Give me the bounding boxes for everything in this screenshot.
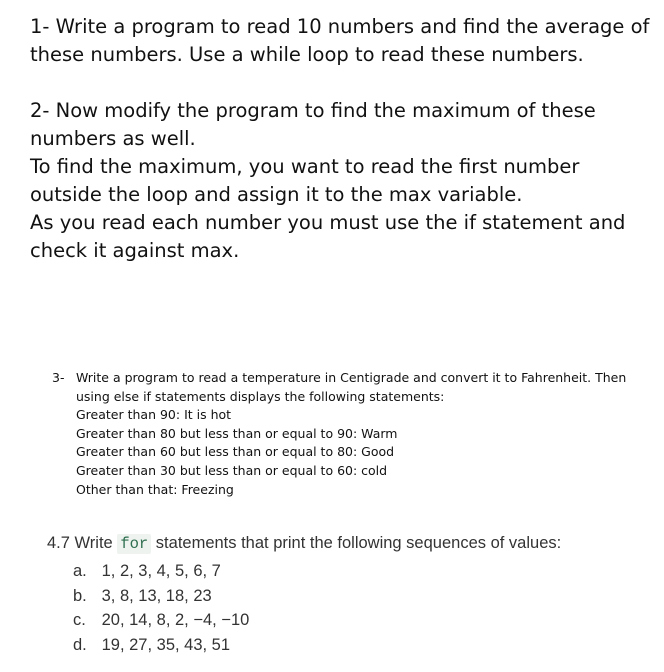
question-3-line: using else if statements displays the following statements:: [76, 388, 445, 404]
sequence-list: [73, 559, 249, 657]
item-label: d.: [73, 635, 87, 654]
question-1: [30, 13, 650, 69]
list-item: [73, 633, 249, 658]
question-1-line: 1- Write a program to read 10 numbers and find the average of: [30, 15, 650, 38]
item-text: 19, 27, 35, 43, 51: [101, 635, 231, 654]
question-2-line: As you read each number you must use the if statement and: [30, 211, 626, 234]
item-label: b.: [73, 586, 87, 605]
question-3-line: Other than that: Freezing: [76, 481, 234, 497]
question-3-line: Write a program to read a temperature in Centigrade and convert it to Fahrenheit. Then: [76, 370, 627, 385]
for-code-keyword: for: [117, 534, 151, 554]
heading-prefix: 4.7 Write: [47, 534, 118, 552]
list-item: [73, 559, 249, 584]
question-4-7: [47, 531, 647, 654]
question-3-line: Greater than 60 but less than or equal to 80: Good: [76, 444, 395, 460]
item-label: c.: [73, 611, 86, 629]
question-2-line: check it against max.: [30, 239, 240, 262]
item-text: 3, 8, 13, 18, 23: [101, 586, 212, 605]
question-2: [30, 97, 650, 265]
question-4-7-heading: [47, 531, 647, 556]
question-3-line: Greater than 30 but less than or equal to 60: cold: [76, 462, 388, 478]
item-text: 1, 2, 3, 4, 5, 6, 7: [101, 562, 221, 580]
question-3-line: Greater than 80 but less than or equal to 90: Warm: [76, 425, 398, 441]
item-text: 20, 14, 8, 2, −4, −10: [101, 611, 250, 629]
question-3-number: 3-: [52, 370, 65, 385]
item-label: a.: [73, 562, 87, 580]
question-2-line: To find the maximum, you want to read the first number: [30, 155, 580, 178]
list-item: [73, 584, 249, 609]
question-2-line: numbers as well.: [30, 127, 196, 150]
list-item: [73, 608, 249, 633]
question-3-line: Greater than 90: It is hot: [76, 407, 232, 423]
question-2-line: 2- Now modify the program to find the maximum of these: [30, 99, 596, 122]
question-2-line: outside the loop and assign it to the max variable.: [30, 183, 523, 206]
question-1-line: these numbers. Use a while loop to read these numbers.: [30, 43, 584, 66]
heading-suffix: statements that print the following sequences of values:: [151, 534, 562, 552]
